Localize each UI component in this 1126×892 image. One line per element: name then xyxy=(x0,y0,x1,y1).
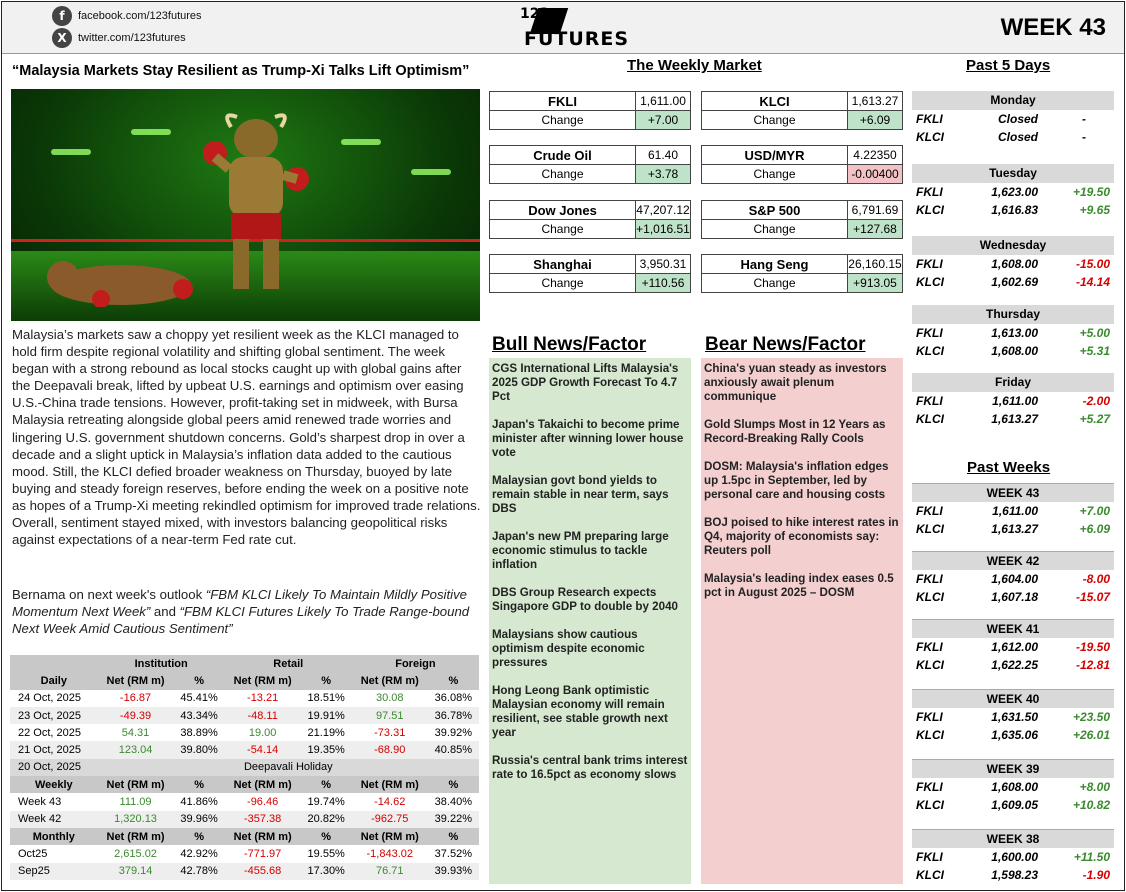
flow-row xyxy=(10,811,479,828)
week-row-fkli xyxy=(912,502,1114,520)
flow-col-pct: % xyxy=(301,672,352,689)
market-crude-oil xyxy=(489,145,691,184)
newsletter-page xyxy=(1,1,1125,891)
flow-net-value: -1,843.02 xyxy=(366,847,413,860)
bull-news-item[interactable]: Malaysians show cautious optimism despite economic pressures xyxy=(492,628,645,669)
week-row-fkli xyxy=(912,570,1114,588)
index-change: -2.00 xyxy=(1082,394,1110,408)
flow-net-value: -49.39 xyxy=(98,707,174,724)
index-label: KLCI xyxy=(916,412,944,426)
flow-net-value: -96.46 xyxy=(247,796,279,809)
flow-pct-value: 38.89% xyxy=(180,726,218,739)
flow-net-value: 1,320.13 xyxy=(98,811,174,828)
index-change: -8.00 xyxy=(1082,572,1110,586)
twitter-url: twitter.com/123futures xyxy=(78,32,186,44)
market-summary: Malaysia’s markets saw a choppy yet resilient week as the KLCI managed to hold firm despite regional volatility and shifting global sentiment. The week began with a strong rebound as local stocks caught up with global gains after the Deepavali break, lifted by upbeat U.S. earnings and optimism over easing U.S.-China trade tensions. However, profit-taking set in midweek, with Bursa Malaysia retreating alongside global peers amid renewed trade worries and lingering U.S. government shutdown concerns. Gold’s sharpest drop in over a decade and a slight uptick in Malaysia’s inflation data added to the cautious mood. Still, the KLCI defied broader weakness on Thursday, buoyed by late buying and steady foreign reserves, before ending the week on a positive note as hopes of a Trump-Xi meeting rekindled optimism for improved trade relations. Overall, sentiment stayed mixed, with investors balancing geopolitical risks against expectations of a near-term Fed rate cut. xyxy=(12,327,481,548)
market-name: Crude Oil xyxy=(490,146,636,165)
bull-news-item[interactable]: CGS International Lifts Malaysia's 2025 GDP Growth Forecast To 4.7 Pct xyxy=(492,362,679,403)
flow-net-value: -771.97 xyxy=(243,847,282,860)
bear-news-item[interactable]: Malaysia's leading index eases 0.5 pct in August 2025 – DOSM xyxy=(704,572,894,599)
flow-col-net: Net (RM m) xyxy=(98,828,174,845)
index-change: +11.50 xyxy=(1073,850,1110,864)
bull-news-list xyxy=(489,358,691,884)
flow-net-value: -54.14 xyxy=(225,741,301,758)
bull-news-item[interactable]: DBS Group Research expects Singapore GDP to double by 2040 xyxy=(492,586,678,613)
flow-col-net: Net (RM m) xyxy=(225,672,301,689)
logo-number: 123 xyxy=(520,6,550,22)
flow-col-net: Net (RM m) xyxy=(98,672,174,689)
flow-row xyxy=(10,741,479,758)
index-change: +23.50 xyxy=(1072,710,1110,724)
index-change: -15.07 xyxy=(1075,590,1110,604)
bear-news-item[interactable]: China's yuan steady as investors anxiously await plenum communique xyxy=(704,362,887,403)
day-row-klci xyxy=(912,342,1114,360)
market-value: 3,950.31 xyxy=(636,255,691,274)
flow-pct-value: 41.86% xyxy=(180,796,218,809)
index-label: FKLI xyxy=(916,710,943,724)
index-label: KLCI xyxy=(916,658,944,672)
index-value: 1,607.18 xyxy=(991,590,1038,604)
week-header: WEEK 39 xyxy=(912,759,1114,778)
week-header: WEEK 42 xyxy=(912,551,1114,570)
flow-row-label: 24 Oct, 2025 xyxy=(18,692,81,705)
flow-net-value: 123.04 xyxy=(98,741,174,758)
index-value: 1,602.69 xyxy=(991,275,1038,289)
bear-news-item[interactable]: Gold Slumps Most in 12 Years as Record-Breaking Rally Cools xyxy=(704,418,886,445)
flow-header-row xyxy=(10,828,479,845)
day-block xyxy=(912,373,1114,428)
outlook-quote-1: “FBM KLCI Likely To Maintain Mildly Positive Momentum Next Week” xyxy=(12,587,468,620)
index-change: +5.31 xyxy=(1079,344,1110,358)
outlook-prefix: Bernama on next week's outlook xyxy=(12,587,206,602)
flow-pct-value: 20.82% xyxy=(301,811,352,828)
index-label: KLCI xyxy=(916,728,944,742)
week-row-klci xyxy=(912,656,1114,674)
index-value: 1,611.00 xyxy=(992,394,1038,408)
index-label: KLCI xyxy=(916,868,944,882)
flow-pct-value: 39.93% xyxy=(428,863,479,880)
outlook xyxy=(12,586,482,637)
index-label: FKLI xyxy=(916,112,943,126)
index-label: KLCI xyxy=(916,522,944,536)
change-label: Change xyxy=(702,220,848,239)
flow-pct-value: 39.22% xyxy=(428,811,479,828)
hero-image xyxy=(11,89,480,321)
flow-row xyxy=(10,793,479,810)
index-label: KLCI xyxy=(916,590,944,604)
index-value: 1,608.00 xyxy=(991,780,1038,794)
flow-pct-value: 40.85% xyxy=(428,741,479,758)
flow-group-retail: Retail xyxy=(225,655,352,672)
market-change: +913.05 xyxy=(848,274,903,293)
week-row-klci xyxy=(912,796,1114,814)
market-change: -0.00400 xyxy=(848,165,903,184)
flow-net-value: -962.75 xyxy=(352,811,428,828)
flow-net-value: -455.68 xyxy=(225,863,301,880)
index-change: -19.50 xyxy=(1075,640,1110,654)
index-value: 1,612.00 xyxy=(991,640,1038,654)
week-row-fkli xyxy=(912,778,1114,796)
flow-net-value: -14.62 xyxy=(374,796,406,809)
market-dow-jones xyxy=(489,200,691,239)
week-header: WEEK 41 xyxy=(912,619,1114,638)
flow-row-label: 23 Oct, 2025 xyxy=(10,707,98,724)
flow-section-label: Weekly xyxy=(10,776,98,793)
flow-pct-value: 39.92% xyxy=(434,726,472,739)
flow-pct-value: 42.92% xyxy=(180,847,218,860)
index-change: -15.00 xyxy=(1075,257,1110,271)
flow-header-row xyxy=(10,776,479,793)
bear-news-item[interactable]: DOSM: Malaysia's inflation edges up 1.5pc in September, led by personal care and housing costs xyxy=(704,460,889,501)
flow-row xyxy=(10,724,479,741)
flow-col-net: Net (RM m) xyxy=(352,672,428,689)
day-row-klci xyxy=(912,201,1114,219)
flow-col-pct: % xyxy=(428,672,479,689)
header xyxy=(2,2,1124,54)
weekly-market-title: The Weekly Market xyxy=(627,57,762,74)
twitter-link[interactable] xyxy=(52,28,186,48)
flow-row-label: Sep25 xyxy=(10,863,98,880)
flow-pct-value: 37.52% xyxy=(434,847,472,860)
flow-holiday-row xyxy=(10,759,479,776)
flow-group-institution: Institution xyxy=(98,655,225,672)
bull-news-item[interactable]: Russia's central bank trims interest rate to 16.5pct as economy slows xyxy=(492,754,688,781)
flow-col-net: Net (RM m) xyxy=(98,776,174,793)
flow-header-row xyxy=(10,672,479,689)
facebook-icon: f xyxy=(52,6,72,26)
week-row-klci xyxy=(912,866,1114,884)
week-block xyxy=(912,689,1114,744)
index-label: FKLI xyxy=(916,185,943,199)
flow-row-label: 21 Oct, 2025 xyxy=(10,741,98,758)
flow-col-pct: % xyxy=(428,776,479,793)
market-s-p-500 xyxy=(701,200,903,239)
index-value: 1,613.27 xyxy=(991,522,1038,536)
index-value: 1,609.05 xyxy=(991,798,1038,812)
market-value: 47,207.12 xyxy=(636,201,691,220)
flow-net-value: -13.21 xyxy=(247,692,279,705)
week-block xyxy=(912,759,1114,814)
past-weeks-title: Past Weeks xyxy=(967,459,1051,476)
bull-illustration xyxy=(201,109,311,299)
flow-corner xyxy=(10,655,98,672)
flow-col-pct: % xyxy=(301,828,352,845)
flow-pct-value: 36.78% xyxy=(428,707,479,724)
flow-col-net: Net (RM m) xyxy=(352,776,428,793)
flow-pct-value: 19.91% xyxy=(301,707,352,724)
change-label: Change xyxy=(702,165,848,184)
outlook-quote-2: “FBM KLCI Futures Likely To Trade Range-bound Next Week Amid Cautious Sentiment” xyxy=(12,604,470,637)
flow-row xyxy=(10,690,479,707)
bull-news-item[interactable]: Hong Leong Bank optimistic Malaysian economy will remain resilient, see stable growth next year xyxy=(492,684,668,739)
index-value: 1,604.00 xyxy=(991,572,1038,586)
past-5-days-title: Past 5 Days xyxy=(966,57,1051,74)
index-value: 1,600.00 xyxy=(991,850,1038,864)
fund-flow-table xyxy=(10,655,479,880)
market-name: KLCI xyxy=(702,92,848,111)
headline: “Malaysia Markets Stay Resilient as Trump-Xi Talks Lift Optimism” xyxy=(12,63,470,79)
bear-news-title: Bear News/Factor xyxy=(705,334,866,355)
index-value: 1,613.27 xyxy=(991,412,1038,426)
flow-group-foreign: Foreign xyxy=(352,655,479,672)
market-change: +7.00 xyxy=(636,111,691,130)
flow-net-value: -48.11 xyxy=(225,707,301,724)
flow-row-label: 20 Oct, 2025 xyxy=(10,759,98,776)
flow-pct-value: 17.30% xyxy=(301,863,352,880)
index-value: 1,608.00 xyxy=(991,344,1038,358)
market-shanghai xyxy=(489,254,691,293)
flow-row-label: Week 43 xyxy=(18,796,62,809)
bull-news-item[interactable]: Malaysian govt bond yields to remain stable in near term, says DBS xyxy=(492,474,669,515)
index-label: KLCI xyxy=(916,203,944,217)
flow-col-pct: % xyxy=(173,776,224,793)
week-row-klci xyxy=(912,520,1114,538)
flow-row xyxy=(10,845,479,862)
facebook-url: facebook.com/123futures xyxy=(78,10,202,22)
index-change: +5.00 xyxy=(1079,326,1110,340)
flow-pct-value: 39.96% xyxy=(173,811,224,828)
day-block xyxy=(912,164,1114,219)
market-change: +110.56 xyxy=(636,274,691,293)
index-change: +26.01 xyxy=(1072,728,1110,742)
week-header: WEEK 38 xyxy=(912,829,1114,848)
day-block xyxy=(912,91,1114,146)
day-row-klci xyxy=(912,410,1114,428)
day-row-fkli xyxy=(912,255,1114,273)
market-value: 61.40 xyxy=(636,146,691,165)
market-name: Hang Seng xyxy=(702,255,848,274)
index-value: Closed xyxy=(997,112,1038,126)
day-header: Thursday xyxy=(912,305,1114,324)
market-hang-seng xyxy=(701,254,903,293)
index-value: 1,598.23 xyxy=(991,868,1038,882)
flow-pct-value: 18.51% xyxy=(307,692,345,705)
flow-pct-value: 19.35% xyxy=(301,741,352,758)
flow-row xyxy=(10,863,479,880)
index-value: Closed xyxy=(997,130,1038,144)
market-value: 4.22350 xyxy=(848,146,903,165)
flow-pct-value: 39.80% xyxy=(173,741,224,758)
flow-section-label: Monthly xyxy=(10,828,98,845)
day-block xyxy=(912,236,1114,291)
day-header: Tuesday xyxy=(912,164,1114,183)
flow-net-value: 97.51 xyxy=(352,707,428,724)
flow-row-label: 22 Oct, 2025 xyxy=(18,726,81,739)
index-label: FKLI xyxy=(916,257,943,271)
week-block xyxy=(912,551,1114,606)
index-label: FKLI xyxy=(916,640,943,654)
index-label: FKLI xyxy=(916,394,943,408)
day-row-fkli xyxy=(912,110,1114,128)
week-header: WEEK 43 xyxy=(912,483,1114,502)
flow-col-pct: % xyxy=(173,828,224,845)
market-value: 6,791.69 xyxy=(848,201,903,220)
twitter-x-icon: X xyxy=(52,28,72,48)
week-block xyxy=(912,829,1114,884)
market-name: FKLI xyxy=(490,92,636,111)
flow-pct-value: 36.08% xyxy=(434,692,472,705)
market-klci xyxy=(701,91,903,130)
change-label: Change xyxy=(702,111,848,130)
index-label: KLCI xyxy=(916,130,944,144)
index-change: +19.50 xyxy=(1072,185,1110,199)
week-title: WEEK 43 xyxy=(1000,14,1106,41)
flow-net-value: -16.87 xyxy=(119,692,152,705)
day-row-klci xyxy=(912,273,1114,291)
flow-section-label: Daily xyxy=(10,672,98,689)
index-label: KLCI xyxy=(916,344,944,358)
index-value: 1,631.50 xyxy=(991,710,1038,724)
logo-wordmark: FUTURES xyxy=(524,28,630,50)
market-name: Shanghai xyxy=(490,255,636,274)
index-change: +6.09 xyxy=(1079,522,1110,536)
week-row-fkli xyxy=(912,848,1114,866)
flow-col-net: Net (RM m) xyxy=(225,828,301,845)
week-block xyxy=(912,483,1114,538)
day-header: Friday xyxy=(912,373,1114,392)
flow-col-net: Net (RM m) xyxy=(225,776,301,793)
day-block xyxy=(912,305,1114,360)
index-change: -1.90 xyxy=(1082,868,1110,882)
flow-net-value: 19.00 xyxy=(248,726,277,739)
index-value: 1,635.06 xyxy=(991,728,1038,742)
flow-col-pct: % xyxy=(428,828,479,845)
index-change: - xyxy=(1082,112,1086,126)
index-value: 1,608.00 xyxy=(991,257,1038,271)
index-value: 1,613.00 xyxy=(991,326,1038,340)
bull-news-title: Bull News/Factor xyxy=(492,334,647,355)
change-label: Change xyxy=(490,111,636,130)
market-change: +1,016.51 xyxy=(636,220,691,239)
index-change: -12.81 xyxy=(1075,658,1110,672)
week-row-klci xyxy=(912,726,1114,744)
change-label: Change xyxy=(490,220,636,239)
bull-news-item[interactable]: Japan's Takaichi to become prime minister after winning lower house vote xyxy=(492,418,684,459)
day-header: Wednesday xyxy=(912,236,1114,255)
day-row-fkli xyxy=(912,324,1114,342)
market-fkli xyxy=(489,91,691,130)
market-name: S&P 500 xyxy=(702,201,848,220)
flow-pct-value: 19.55% xyxy=(307,847,345,860)
market-change: +6.09 xyxy=(848,111,903,130)
index-change: +5.27 xyxy=(1079,412,1110,426)
flow-net-value: -68.90 xyxy=(352,741,428,758)
market-change: +3.78 xyxy=(636,165,691,184)
index-label: FKLI xyxy=(916,572,943,586)
week-block xyxy=(912,619,1114,674)
flow-net-value: 111.09 xyxy=(119,796,152,809)
index-change: +7.00 xyxy=(1079,504,1110,518)
change-label: Change xyxy=(490,274,636,293)
week-row-fkli xyxy=(912,638,1114,656)
holiday-label: Deepavali Holiday xyxy=(98,759,479,776)
index-change: +10.82 xyxy=(1072,798,1110,812)
flow-col-pct: % xyxy=(173,672,224,689)
change-label: Change xyxy=(490,165,636,184)
flow-group-row xyxy=(10,655,479,672)
index-label: FKLI xyxy=(916,504,943,518)
index-change: +9.65 xyxy=(1079,203,1110,217)
bear-news-list xyxy=(701,358,903,884)
index-label: KLCI xyxy=(916,798,944,812)
facebook-link[interactable] xyxy=(52,6,202,26)
flow-net-value: 54.31 xyxy=(121,726,150,739)
flow-col-net: Net (RM m) xyxy=(352,828,428,845)
change-label: Change xyxy=(702,274,848,293)
flow-pct-value: 21.19% xyxy=(307,726,345,739)
flow-pct-value: 42.78% xyxy=(173,863,224,880)
flow-pct-value: 43.34% xyxy=(173,707,224,724)
index-change: -14.14 xyxy=(1075,275,1110,289)
flow-row xyxy=(10,707,479,724)
flow-row-label: Week 42 xyxy=(10,811,98,828)
bear-illustration xyxy=(41,247,201,307)
flow-net-value: 30.08 xyxy=(375,692,404,705)
index-value: 1,616.83 xyxy=(991,203,1038,217)
bull-news-item[interactable]: Japan's new PM preparing large economic stimulus to tackle inflation xyxy=(492,530,669,571)
market-value: 1,613.27 xyxy=(848,92,903,111)
index-label: FKLI xyxy=(916,780,943,794)
index-value: 1,622.25 xyxy=(991,658,1038,672)
market-name: Dow Jones xyxy=(490,201,636,220)
bear-news-item[interactable]: BOJ poised to hike interest rates in Q4, majority of economists say: Reuters poll xyxy=(704,516,899,557)
index-label: FKLI xyxy=(916,326,943,340)
market-value: 1,611.00 xyxy=(636,92,691,111)
market-name: USD/MYR xyxy=(702,146,848,165)
week-header: WEEK 40 xyxy=(912,689,1114,708)
week-row-fkli xyxy=(912,708,1114,726)
flow-pct-value: 45.41% xyxy=(180,692,218,705)
index-label: FKLI xyxy=(916,850,943,864)
logo xyxy=(518,6,630,50)
flow-net-value: -357.38 xyxy=(225,811,301,828)
day-row-fkli xyxy=(912,183,1114,201)
index-label: KLCI xyxy=(916,275,944,289)
day-header: Monday xyxy=(912,91,1114,110)
flow-net-value: 379.14 xyxy=(98,863,174,880)
day-row-klci xyxy=(912,128,1114,146)
market-change: +127.68 xyxy=(848,220,903,239)
flow-row-label: Oct25 xyxy=(18,847,48,860)
flow-net-value: 76.71 xyxy=(352,863,428,880)
flow-pct-value: 19.74% xyxy=(307,796,345,809)
outlook-mid: and xyxy=(150,604,180,620)
flow-pct-value: 38.40% xyxy=(434,796,472,809)
week-row-klci xyxy=(912,588,1114,606)
market-usd-myr xyxy=(701,145,903,184)
index-value: 1,611.00 xyxy=(992,504,1038,518)
flow-col-pct: % xyxy=(301,776,352,793)
day-row-fkli xyxy=(912,392,1114,410)
index-value: 1,623.00 xyxy=(991,185,1038,199)
flow-net-value: 2,615.02 xyxy=(114,847,157,860)
index-change: +8.00 xyxy=(1079,780,1110,794)
flow-net-value: -73.31 xyxy=(374,726,406,739)
index-change: - xyxy=(1082,130,1086,144)
market-value: 26,160.15 xyxy=(848,255,903,274)
